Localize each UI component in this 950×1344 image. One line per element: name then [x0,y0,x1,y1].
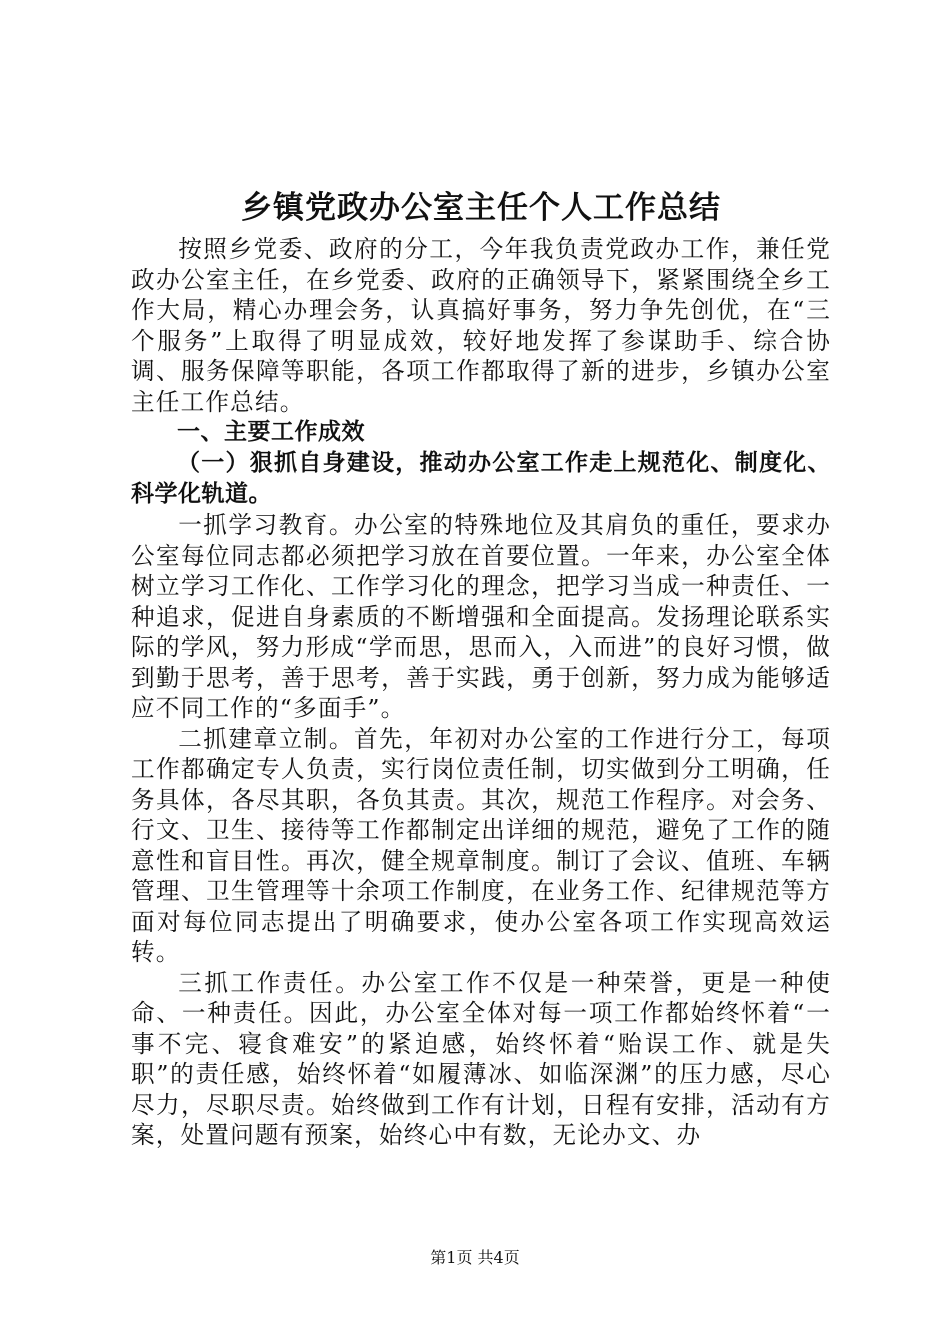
paragraph-responsibility: 三抓工作责任。办公室工作不仅是一种荣誉，更是一种使命、一种责任。因此，办公室全体对每一项工作都始终怀着“一事不完、寝食难安”的紧迫感，始终怀着“贻误工作、就是失职”的责任感，始终怀着“如履薄冰、如临深渊”的压力感，尽心尽力，尽职尽责。始终做到工作有计划，日程有安排，活动有方案，处置问题有预案，始终心中有数，无论办文、办 [131,968,831,1149]
page-footer: 第1页 共4页 [430,1248,520,1267]
document-body [131,186,831,1151]
paragraph-study: 一抓学习教育。办公室的特殊地位及其肩负的重任，要求办公室每位同志都必须把学习放在首要位置。一年来，办公室全体树立学习工作化、工作学习化的理念，把学习当成一种责任、一种追求，促进自身素质的不断增强和全面提高。发扬理论联系实际的学风，努力形成“学而思，思而入，入而进”的良好习惯，做到勤于思考，善于思考，善于实践，勇于创新，努力成为能够适应不同工作的“多面手”。 [131,511,831,722]
section-heading: 一、主要工作成效 [177,419,365,445]
intro-paragraph: 按照乡党委、政府的分工，今年我负责党政办工作，兼任党政办公室主任，在乡党委、政府的正确领导下，紧紧围绕全乡工作大局，精心办理会务，认真搞好事务，努力争先创优，在“三个服务”上取得了明显成效，较好地发挥了参谋助手、综合协调、服务保障等职能，各项工作都取得了新的进步，乡镇办公室主任工作总结。 [131,235,831,416]
paragraph-rules: 二抓建章立制。首先，年初对办公室的工作进行分工，每项工作都确定专人负责，实行岗位责任制，切实做到分工明确，任务具体，各尽其职，各负其责。其次，规范工作程序。对会务、行文、卫生、接待等工作都制定出详细的规范，避免了工作的随意性和盲目性。再次，健全规章制度。制订了会议、值班、车辆管理、卫生管理等十余项工作制度，在业务工作、纪律规范等方面对每位同志提出了明确要求，使办公室各项工作实现高效运转。 [131,724,831,966]
document-title: 乡镇党政办公室主任个人工作总结 [241,190,721,226]
subsection-heading: （一）狠抓自身建设，推动办公室工作走上规范化、制度化、科学化轨道。 [131,450,831,507]
